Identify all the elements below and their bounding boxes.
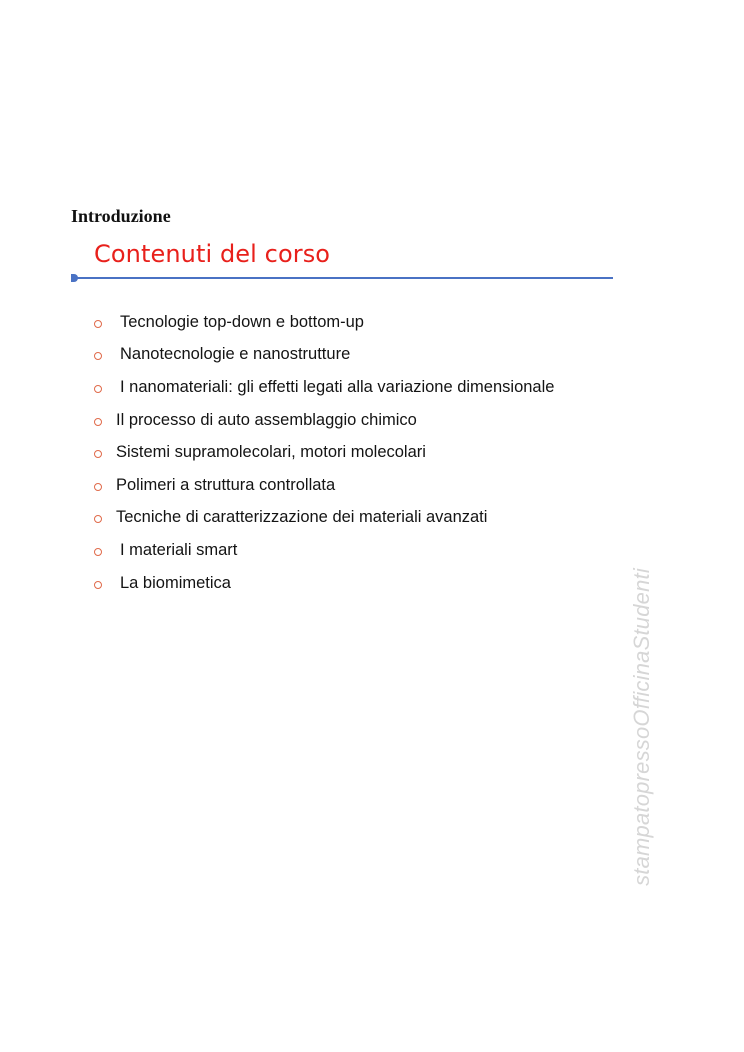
title-divider [72, 277, 613, 279]
topic-text: Tecniche di caratterizzazione dei materiali avanzati [116, 508, 488, 527]
list-item [94, 404, 554, 437]
circle-bullet-icon [94, 581, 102, 589]
topic-text: Polimeri a struttura controllata [116, 475, 336, 494]
circle-bullet-icon [94, 320, 102, 328]
topic-text: I materiali smart [120, 540, 238, 559]
circle-bullet-icon [94, 548, 102, 556]
circle-bullet-icon [94, 450, 102, 458]
list-item [94, 436, 554, 469]
list-item [94, 469, 554, 502]
list-item [94, 534, 554, 567]
topic-text: La biomimetica [120, 573, 231, 592]
topic-text: Tecnologie top-down e bottom-up [120, 312, 364, 331]
topic-text: Sistemi supramolecolari, motori molecolari [116, 443, 426, 462]
list-item [94, 567, 554, 600]
circle-bullet-icon [94, 352, 102, 360]
topic-text: Il processo di auto assemblaggio chimico [116, 410, 417, 429]
watermark-text: stampatopressoOfficinaStudenti [629, 568, 654, 886]
list-item [94, 371, 554, 404]
topic-text: Nanotecnologie e nanostrutture [120, 345, 351, 364]
circle-bullet-icon [94, 385, 102, 393]
topic-text: I nanomateriali: gli effetti legati alla variazione dimensionale [120, 377, 555, 396]
circle-bullet-icon [94, 483, 102, 491]
circle-bullet-icon [94, 515, 102, 523]
list-item [94, 306, 554, 339]
circle-bullet-icon [94, 418, 102, 426]
list-item [94, 339, 554, 372]
list-item [94, 502, 554, 535]
slide-title: Contenuti del corso [94, 240, 331, 268]
course-topics-list [94, 306, 554, 599]
section-heading: Introduzione [71, 206, 171, 226]
